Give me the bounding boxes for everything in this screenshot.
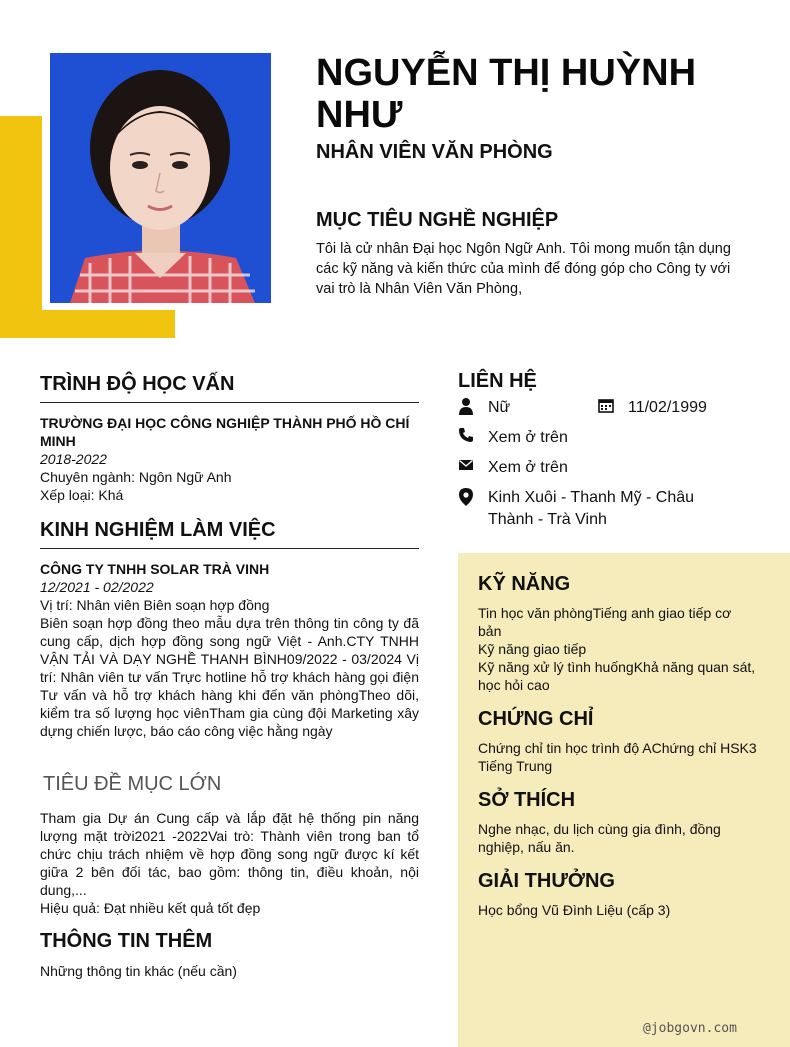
certificates-title: CHỨNG CHỈ (478, 708, 594, 730)
school-name: TRƯỜNG ĐẠI HỌC CÔNG NGHIỆP THÀNH PHỐ HỒ CHÍ MINH (40, 415, 410, 449)
profile-photo (50, 53, 271, 303)
big-section (40, 773, 419, 917)
email-value: Xem ở trên (488, 459, 568, 476)
education-grade: Xếp loại: Khá (40, 487, 124, 503)
location-pin-icon (458, 487, 488, 531)
more-info-text: Những thông tin khác (nếu cần) (40, 963, 237, 979)
side-panel (458, 553, 790, 1047)
experience-description: Biên soạn hợp đồng theo mẫu dựa trên thông tin công ty đã cung cấp, dịch hợp đồng song ngữ Việt - Anh.CTY TNHH VẬN TẢI VÀ DẠY NGHỀ THANH BÌNH09/2022 - 03/2024 Vị trí: Nhân viên tư vấn Trực hotline hỗ trợ khách hàng gọi điện Tư vấn và hỗ trợ khách hàng khi đến văn phòngTheo dõi, kiểm tra số lượng học viênTham gia cùng đội Marketing xây dựng chiến lược, báo cáo công việc hằng ngày (40, 615, 419, 739)
mail-icon (458, 457, 488, 479)
contact-dob (598, 397, 707, 420)
big-section-result: Hiệu quả: Đạt nhiều kết quả tốt đẹp (40, 900, 261, 916)
contact-title: LIÊN HỆ (458, 370, 537, 392)
candidate-name: NGUYỄN THỊ HUỲNH NHƯ (316, 52, 697, 136)
awards-title: GIẢI THƯỞNG (478, 870, 615, 892)
dob-value: 11/02/1999 (628, 399, 707, 416)
hobbies-text: Nghe nhạc, du lịch cùng gia đình, đồng nghiệp, nấu ăn. (478, 821, 721, 855)
education-major: Chuyên ngành: Ngôn Ngữ Anh (40, 469, 232, 485)
job-title: NHÂN VIÊN VĂN PHÒNG (316, 141, 553, 163)
skills-section (478, 573, 758, 694)
contact-gender (458, 397, 510, 422)
skill-item: Tin học văn phòngTiếng anh giao tiếp cơ bản (478, 605, 732, 639)
contact-phone (458, 427, 568, 450)
accent-base (0, 310, 175, 338)
experience-position: Vị trí: Nhân viên Biên soạn hợp đồng (40, 597, 270, 613)
hobbies-section (478, 789, 758, 856)
certificates-text: Chứng chỉ tin học trình độ AChứng chỉ HSK3 Tiếng Trung (478, 740, 757, 774)
objective-text: Tôi là cử nhân Đại học Ngôn Ngữ Anh. Tôi mong muốn tận dụng các kỹ năng và kiến thức của mình để đóng góp cho Công ty với vai trò là Nhân Viên Văn Phòng, (316, 241, 731, 297)
big-section-title: TIÊU ĐỀ MỤC LỚN (43, 773, 222, 795)
address-value: Kinh Xuôi - Thanh Mỹ - Châu Thành - Trà Vinh (488, 489, 695, 528)
phone-icon (458, 427, 488, 450)
experience-section (40, 519, 419, 740)
awards-section (478, 870, 758, 919)
gender-value: Nữ (488, 399, 511, 416)
objective-title: MỤC TIÊU NGHỀ NGHIỆP (316, 209, 559, 231)
more-info-title: THÔNG TIN THÊM (40, 930, 213, 952)
skills-title: KỸ NĂNG (478, 573, 571, 595)
contact-email (458, 457, 568, 479)
accent-bar (0, 116, 42, 338)
education-title: TRÌNH ĐỘ HỌC VẤN (40, 373, 419, 403)
skill-item: Kỹ năng giao tiếp (478, 641, 587, 657)
calendar-icon (598, 397, 628, 420)
experience-period: 12/2021 - 02/2022 (40, 579, 154, 595)
company-name: CÔNG TY TNHH SOLAR TRÀ VINH (40, 561, 270, 577)
phone-value: Xem ở trên (488, 429, 568, 446)
hobbies-title: SỞ THÍCH (478, 789, 576, 811)
education-period: 2018-2022 (40, 451, 107, 467)
contact-address (458, 487, 698, 531)
watermark: @jobgovn.com (643, 1021, 737, 1036)
certificates-section (478, 708, 758, 775)
education-section (40, 373, 419, 504)
skill-item: Kỹ năng xử lý tình huốngKhả năng quan sát, học hỏi cao (478, 659, 756, 693)
person-icon (458, 397, 488, 422)
awards-text: Học bổng Vũ Đình Liệu (cấp 3) (478, 902, 671, 918)
big-section-text: Tham gia Dự án Cung cấp và lắp đặt hệ thống pin năng lượng mặt trời2021 -2022Vai trò: Thành viên trong ban tổ chức chịu trách nhiệm về hợp đồng song ngữ được kí kết giữa 2 bên đối tác, bao gồm: thông tin, điều khoản, nội dung,... (40, 810, 419, 898)
more-info-section (40, 930, 419, 980)
experience-title: KINH NGHIỆM LÀM VIỆC (40, 519, 419, 549)
